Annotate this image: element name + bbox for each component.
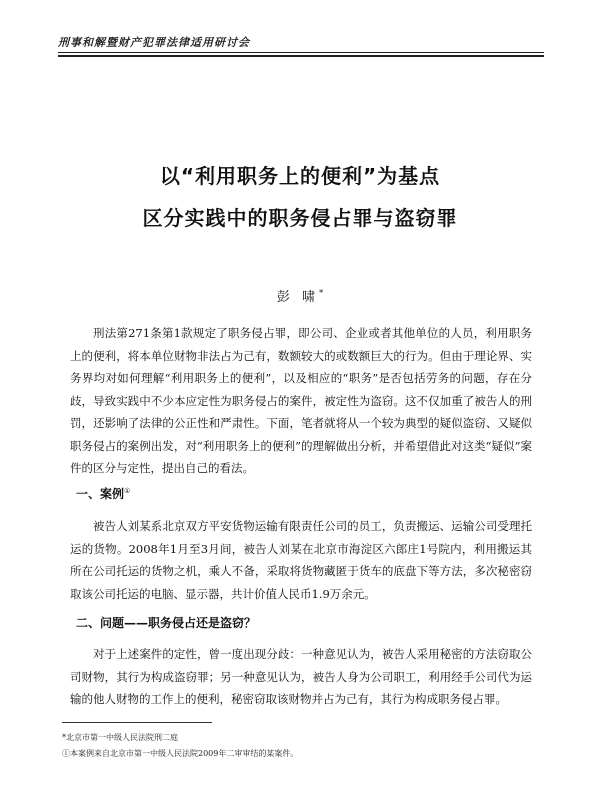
author <box>0 286 600 305</box>
author-footnote-mark: * <box>319 288 324 298</box>
header-rule-thin <box>58 52 544 53</box>
case-paragraph: 被告人刘某系北京双方平安货物运输有限责任公司的员工，负责搬运、运输公司受理托运的货物。2008年1月至3月间，被告人刘某在北京市海淀区六郎庄1号院内，利用搬运其所在公司托运的货物之机，乘人不备，采取将货物藏匿于货车的底盘下等方法，多次秘密窃取该公司托运的电脑、显示器，共计价值人民币1.9万余元。 <box>70 519 532 601</box>
footnote-rule <box>62 722 212 723</box>
question-paragraph: 对于上述案件的定性，曾一度出现分歧：一种意见认为，被告人采用秘密的方法窃取公司财物，其行为构成盗窃罪；另一种意见认为，被告人身为公司职工，利用经手公司代为运输的他人财物的工作上的便利，秘密窃取该财物并占为己有，其行为构成职务侵占罪。 <box>70 647 532 706</box>
section-heading-case-mark: ① <box>124 487 131 495</box>
header-rule-thick <box>58 55 544 57</box>
intro-paragraph: 刑法第271条第1款规定了职务侵占罪，即公司、企业或者其他单位的人员，利用职务上的便利，将本单位财物非法占为己有，数额较大的或数额巨大的行为。但由于理论界、实务界均对如何理解“利用职务上的便利”，以及相应的“职务”是否包括劳务的问题，存在分歧，导致实践中不少本应定性为职务侵占的案件，被定性为盗窃。这不仅加重了被告人的刑罚，还影响了法律的公正性和严肃性。下面，笔者就将从一个较为典型的疑似盗窃、又疑似职务侵占的案例出发，对“利用职务上的便利”的理解做出分析，并希望借此对这类“疑似”案件的区分与定性，提出自己的看法。 <box>70 326 532 475</box>
title-line-2: 区分实践中的职务侵占罪与盗窃罪 <box>142 206 458 230</box>
section-heading-question: 二、问题——职务侵占还是盗窃？ <box>76 616 257 630</box>
section-heading-case-text: 一、案例 <box>76 487 125 501</box>
footnote-case: ①本案例来自北京市第一中级人民法院2009年二审审结的某案件。 <box>62 749 299 758</box>
title-line-1: 以“利用职务上的便利”为基点 <box>159 164 441 188</box>
running-header: 刑事和解暨财产犯罪法律适用研讨会 <box>58 36 250 49</box>
author-name: 彭 啸 <box>276 290 320 305</box>
section-heading-case <box>76 485 130 502</box>
footnote-author: *北京市第一中级人民法院刑二庭 <box>62 733 178 742</box>
